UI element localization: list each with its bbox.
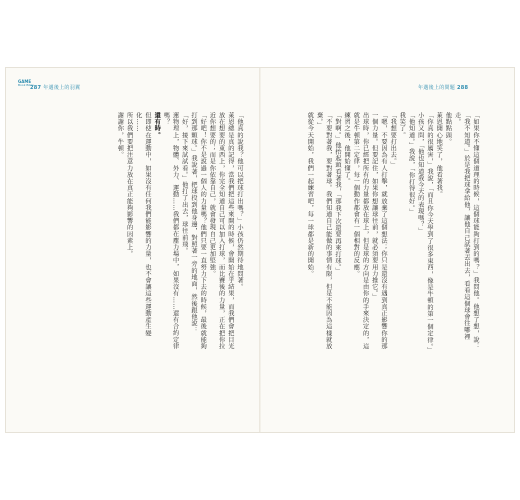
paragraph: 就從今天開始，我們一起練習吧，每一球都是新的開始。 (306, 112, 314, 277)
paragraph: 謝謝你，牛頓。 (116, 112, 124, 159)
right-page-header (418, 84, 468, 91)
paragraph: 「他知道。」我說，「你打得很好。」 (407, 112, 415, 215)
paragraph: 「不要對著我，要對著球。我們知道自己能做的事情有限，但是不能因為這樣就放棄。」 (315, 112, 332, 350)
logo-line-1: GAME (18, 79, 32, 84)
paragraph: 出球時，你已經把所有的力量都放在球上，但是球的方向是由你的手來決定的，這就是牛頓第二定律，每一個動作都會有一個相對的反應。 (352, 112, 369, 350)
paragraph: 但即使在運動中，如果沒有任何我們能影響的力量，也不會讓這些運動產生變化…… (134, 112, 151, 337)
paragraph: 小孩又問，「他也知道我今天的表現嗎？」 (416, 112, 424, 235)
paragraph: 「我想要打出去。」 (389, 112, 397, 169)
paragraph: 「如果你不懂這個道理的時候，這個球能夠打到的嗎？」我問他。他想了想，說：「我不知道。」於是我把球拿給他，讓他自己試著丟出去，看看這個球會往哪裡走。 (453, 112, 479, 350)
logo-line-2: Book Bible (18, 83, 34, 87)
right-page-body (305, 112, 480, 352)
paragraph: 運物理上，物體、外力、運動……我們都在塵力場中，如果沒有……還有合約定律嗎？ (162, 112, 179, 350)
paragraph: 「好吧！你不是說過一個人的力量嗎？他們只要一直努力下去的時候，最後就能夠打到那顆球。」我說著，把球投到他身邊，對照著一旁的地面，然後跟他說：「好，接下來試試看。」他打了出去，球往前飛。 (180, 112, 207, 350)
paragraph: 還有時。 (153, 112, 161, 139)
paragraph: 「你真的很厲害，」我說，「而且你今天學到了很多東西，像是牛頓的第一個定律。」 (425, 112, 433, 354)
paragraph: 我笑了。 (398, 112, 406, 139)
paragraph: 練習之後，他開始懂了。 (343, 112, 351, 185)
paragraph: 「嗯，不要因為有人打擊，就放棄了這個想法；你只是還沒有遇到真正影響你的那一個力量。但要記住，如果你想讓球往前，就必須要用力推它。」 (370, 112, 387, 350)
book-gutter (259, 68, 261, 432)
right-page-number: 288 (457, 85, 469, 91)
right-running-title: 年邁後上的問題 (418, 85, 456, 91)
left-running-title: 年邁後上的羽翼 (43, 85, 81, 91)
paragraph: 萊恩開心地笑了，他看著我。 (435, 112, 443, 198)
paragraph: 他點點頭。 (444, 112, 452, 145)
left-page-body (115, 112, 244, 352)
paragraph: 「對啊。」他抬起頭看著我，「那我下次還要再來打球。」 (333, 112, 341, 275)
left-page-header (30, 84, 80, 91)
paragraph: 「他真的說我？他可以把球打出嗎？」小孩仍然期待地問著。 (236, 112, 243, 291)
paragraph: 萊恩總是真的記得，當我們把這些來開的時候，會開始在乎結果，而我們會把目光放在想要的東西上，你完全知道自己可以加入打球，而比賽後的力量，正在把你拉近你想要的；而是你依靠自己，就會發現自己更加堅強。 (208, 112, 234, 350)
left-page-number: 287 (30, 85, 42, 91)
paragraph: 所以我們要把注意力放在真正能夠影響的因素上。 (125, 112, 133, 258)
